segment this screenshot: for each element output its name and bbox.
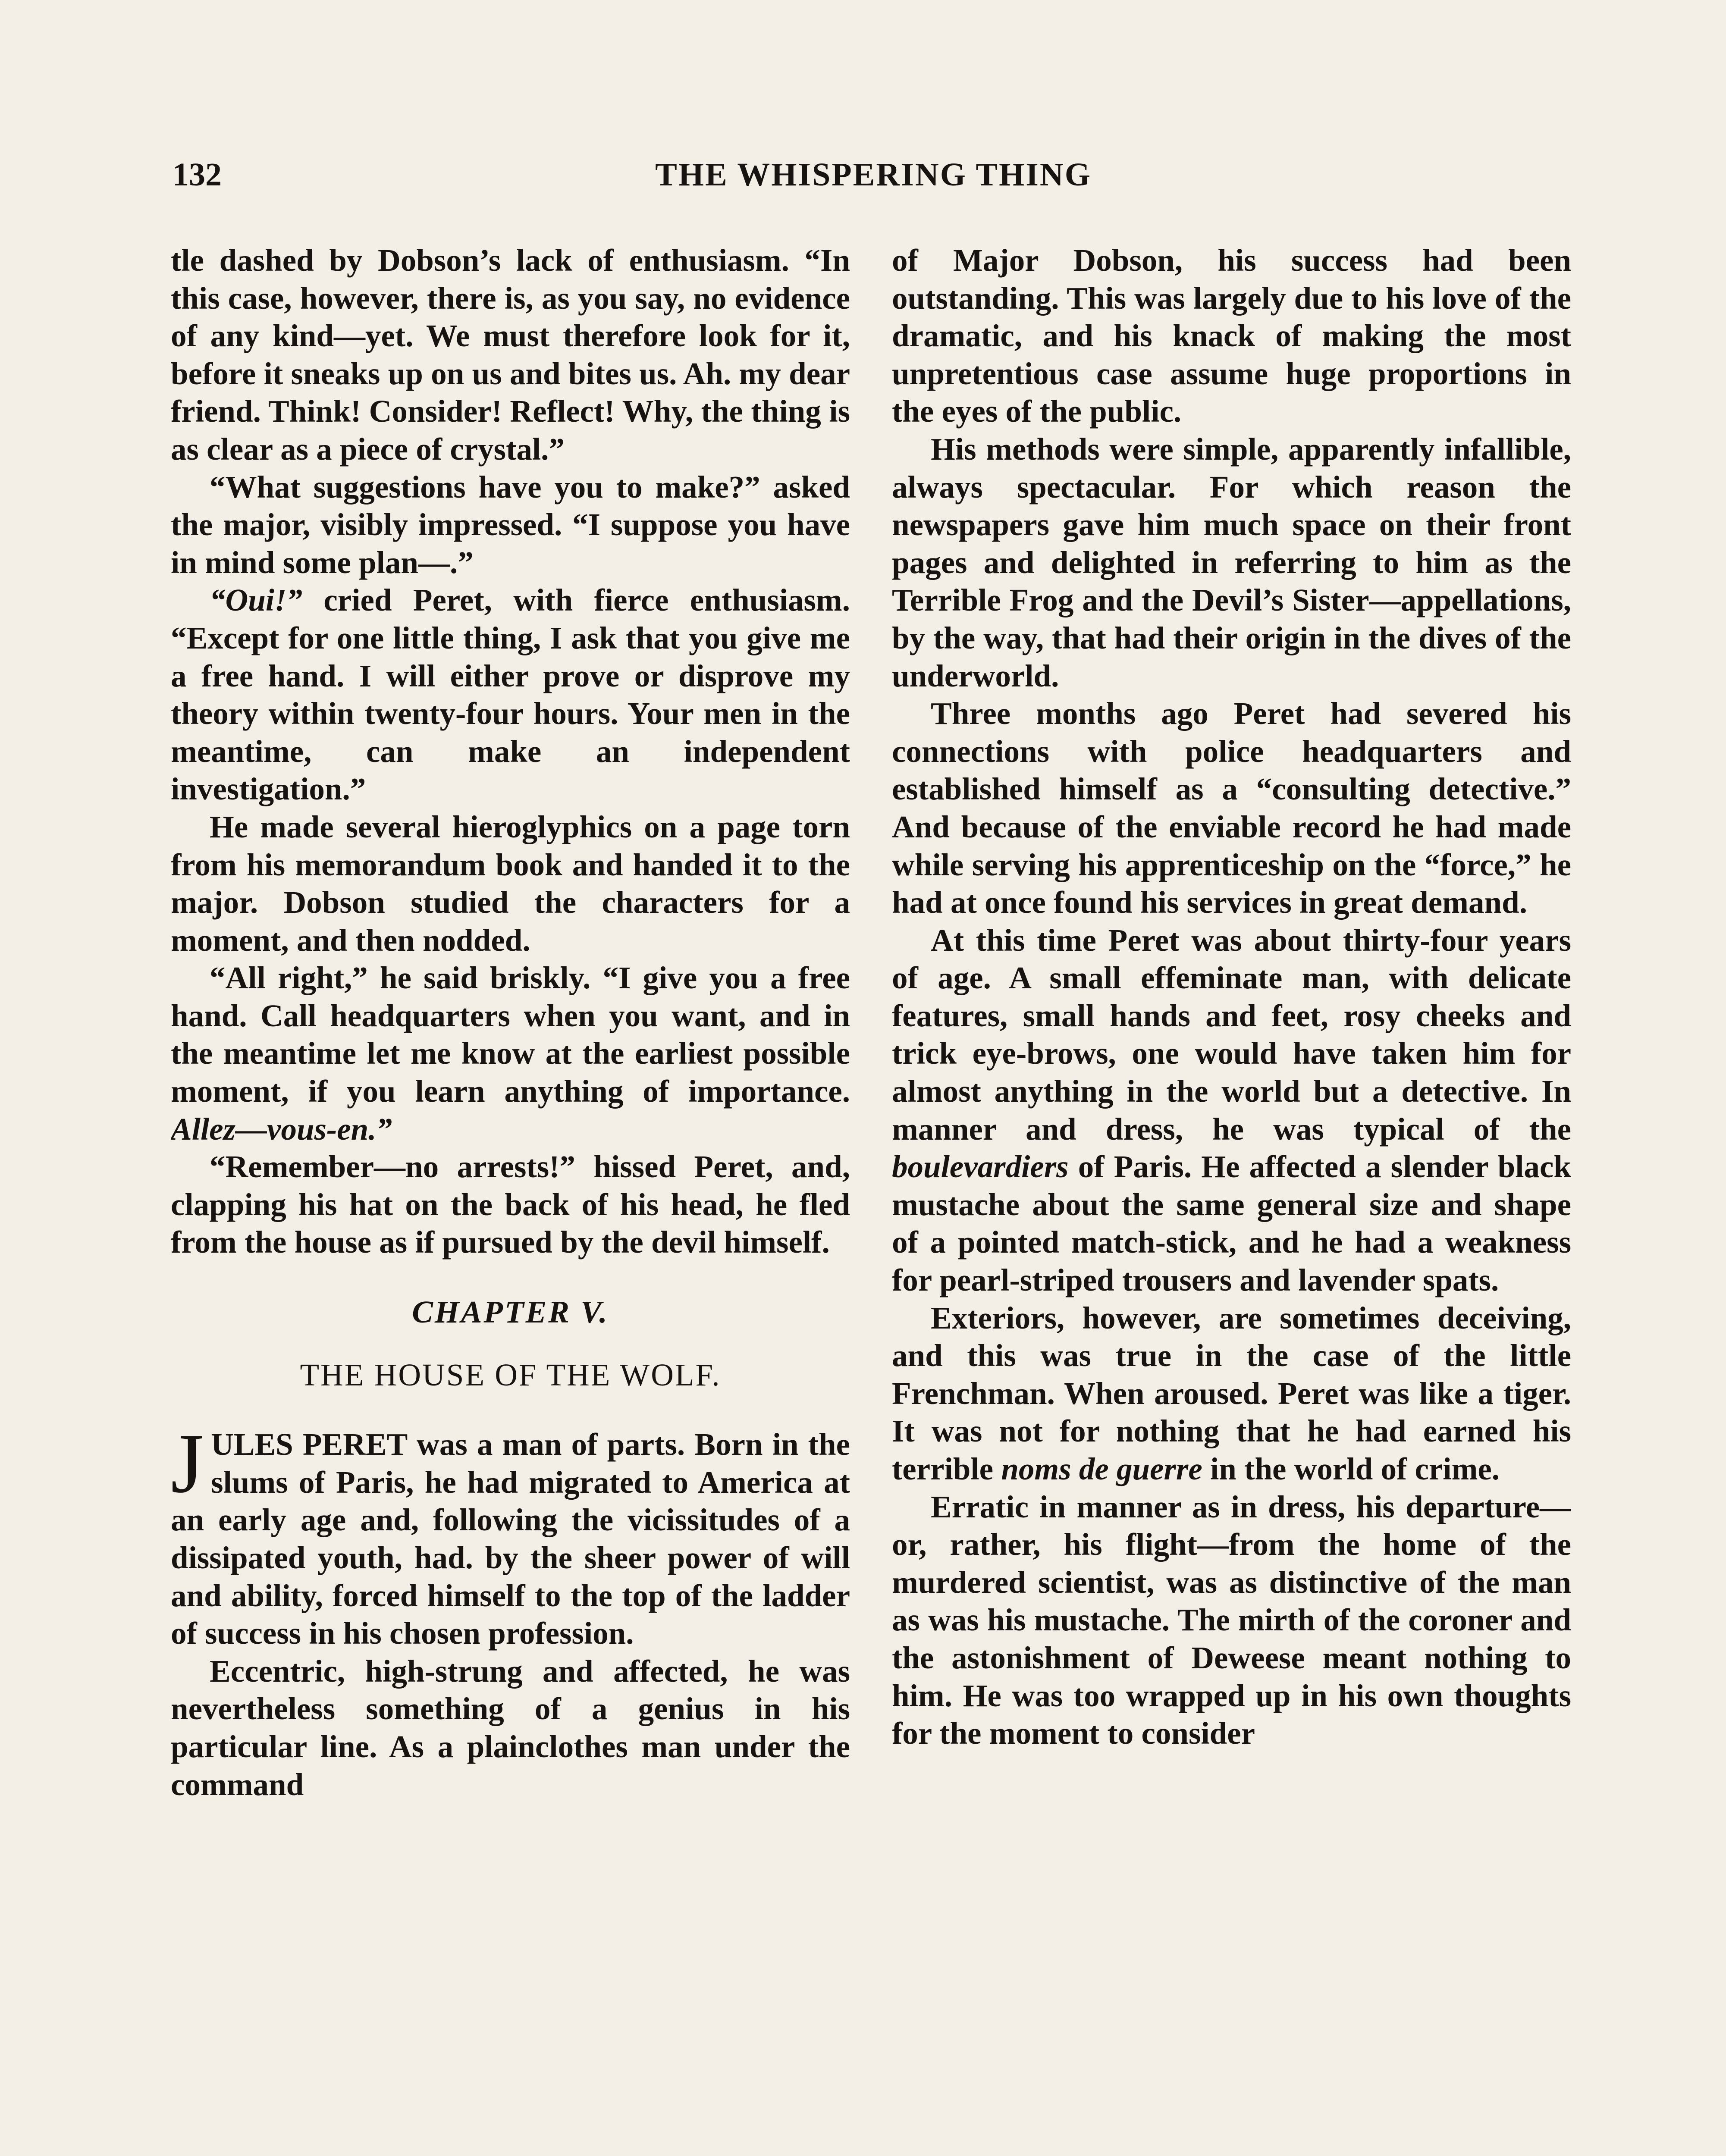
paragraph: Three months ago Peret had severed his connections with police headquarters and established himself as a “consulting detective.” And because of the enviable record he had made while serving his apprenticeship on the “force,” he had at once found his services in great demand. xyxy=(892,696,1571,920)
paragraph xyxy=(892,1299,1571,1488)
paragraph: Erratic in manner as in dress, his departure—or, rather, his flight—from the home of the murdered scientist, was as distinctive of the man as was his mustache. The mirth of the coroner and the astonishment of Deweese meant nothing to him. He was too wrapped up in his own thoughts for the moment to consider xyxy=(892,1489,1571,1751)
paragraph: of Major Dobson, his success had been outstanding. This was largely due to his love of the dramatic, and his knack of making the most unpretentious case assume huge proportions in the eyes of the public. xyxy=(892,243,1571,429)
right-column xyxy=(892,241,1571,2156)
paragraph: “What suggestions have you to make?” asked the major, visibly impressed. “I suppose you have in mind some plan—.” xyxy=(171,469,850,580)
paragraph-text: “All right,” he said briskly. “I give you a free hand. Call headquarters when you want, and in the meantime let me know at the earliest possible moment, if you learn anything of importance. xyxy=(171,960,850,1109)
paragraph xyxy=(892,921,1571,1299)
paragraph xyxy=(171,581,850,808)
italic-text: Allez—vous-en.” xyxy=(171,1111,392,1147)
paragraph-text: Exteriors, however, are sometimes deceiving, and this was true in the case of the little Frenchman. When aroused. Peret was like a tiger. It was not for nothing that he had earned his terrible xyxy=(892,1300,1571,1486)
italic-text: noms de guerre xyxy=(1001,1451,1202,1486)
paragraph-text: cried Peret, with fierce enthusiasm. “Except for one little thing, I ask that you give me a free hand. I will either prove or disprove my theory within twenty-four hours. Your men in the meantime, can make an independent investigation.” xyxy=(171,583,850,807)
left-column xyxy=(171,241,850,2156)
paragraph-text: of Paris. He affected a slender black mustache about the same general size and shape of a pointed match-stick, and he had a weakness for pearl-striped trousers and lavender spats. xyxy=(892,1149,1571,1298)
paragraph-text: ULES PERET was a man of parts. Born in the slums of Paris, he had migrated to America at an early age and, following the vicissitudes of a dissipated youth, had. by the sheer power of will and ability, forced himself to the top of the ladder of success in his chosen profession. xyxy=(171,1427,850,1651)
paragraph-text: in the world of crime. xyxy=(1202,1451,1500,1486)
paragraph: tle dashed by Dobson’s lack of enthusiasm. “In this case, however, there is, as you say, no evidence of any kind—yet. We must therefore look for it, before it sneaks up on us and bites us. Ah. my dear friend. Think! Consider! Reflect! Why, the thing is as clear as a piece of crystal.” xyxy=(171,243,850,467)
running-title: THE WHISPERING THING xyxy=(655,157,1092,193)
paragraph-text: At this time Peret was about thirty-four years of age. A small effeminate man, with delicate features, small hands and feet, rosy cheeks and trick eye-brows, one would have taken him for almost anything in the world but a detective. In manner and dress, he was typical of the xyxy=(892,922,1571,1147)
drop-cap: J xyxy=(171,1416,204,1511)
paragraph xyxy=(171,1416,850,1652)
paragraph: “Remember—no arrests!” hissed Peret, and, clapping his hat on the back of his head, he fled from the house as if pursued by the devil himself. xyxy=(171,1149,850,1260)
page-number: 132 xyxy=(173,157,222,193)
paragraph xyxy=(171,959,850,1148)
italic-text: boulevardiers xyxy=(892,1149,1069,1185)
chapter-title: THE HOUSE OF THE WOLF. xyxy=(300,1357,721,1392)
paragraph: His methods were simple, apparently infallible, always spectacular. For which reason the newspapers gave him much space on their front pages and delighted in referring to him as the Terrible Frog and the Devil’s Sister—appellations, by the way, that had their origin in the dives of the underworld. xyxy=(892,431,1571,693)
chapter-number: CHAPTER V. xyxy=(412,1294,609,1330)
running-header xyxy=(173,156,1574,204)
paragraph: Eccentric, high-strung and affected, he was nevertheless something of a genius in his particular line. As a plainclothes man under the command xyxy=(171,1653,850,1802)
paragraph: He made several hieroglyphics on a page torn from his memorandum book and handed it to the major. Dobson studied the characters for a moment, and then nodded. xyxy=(171,809,850,958)
italic-text: “Oui!” xyxy=(210,583,303,618)
